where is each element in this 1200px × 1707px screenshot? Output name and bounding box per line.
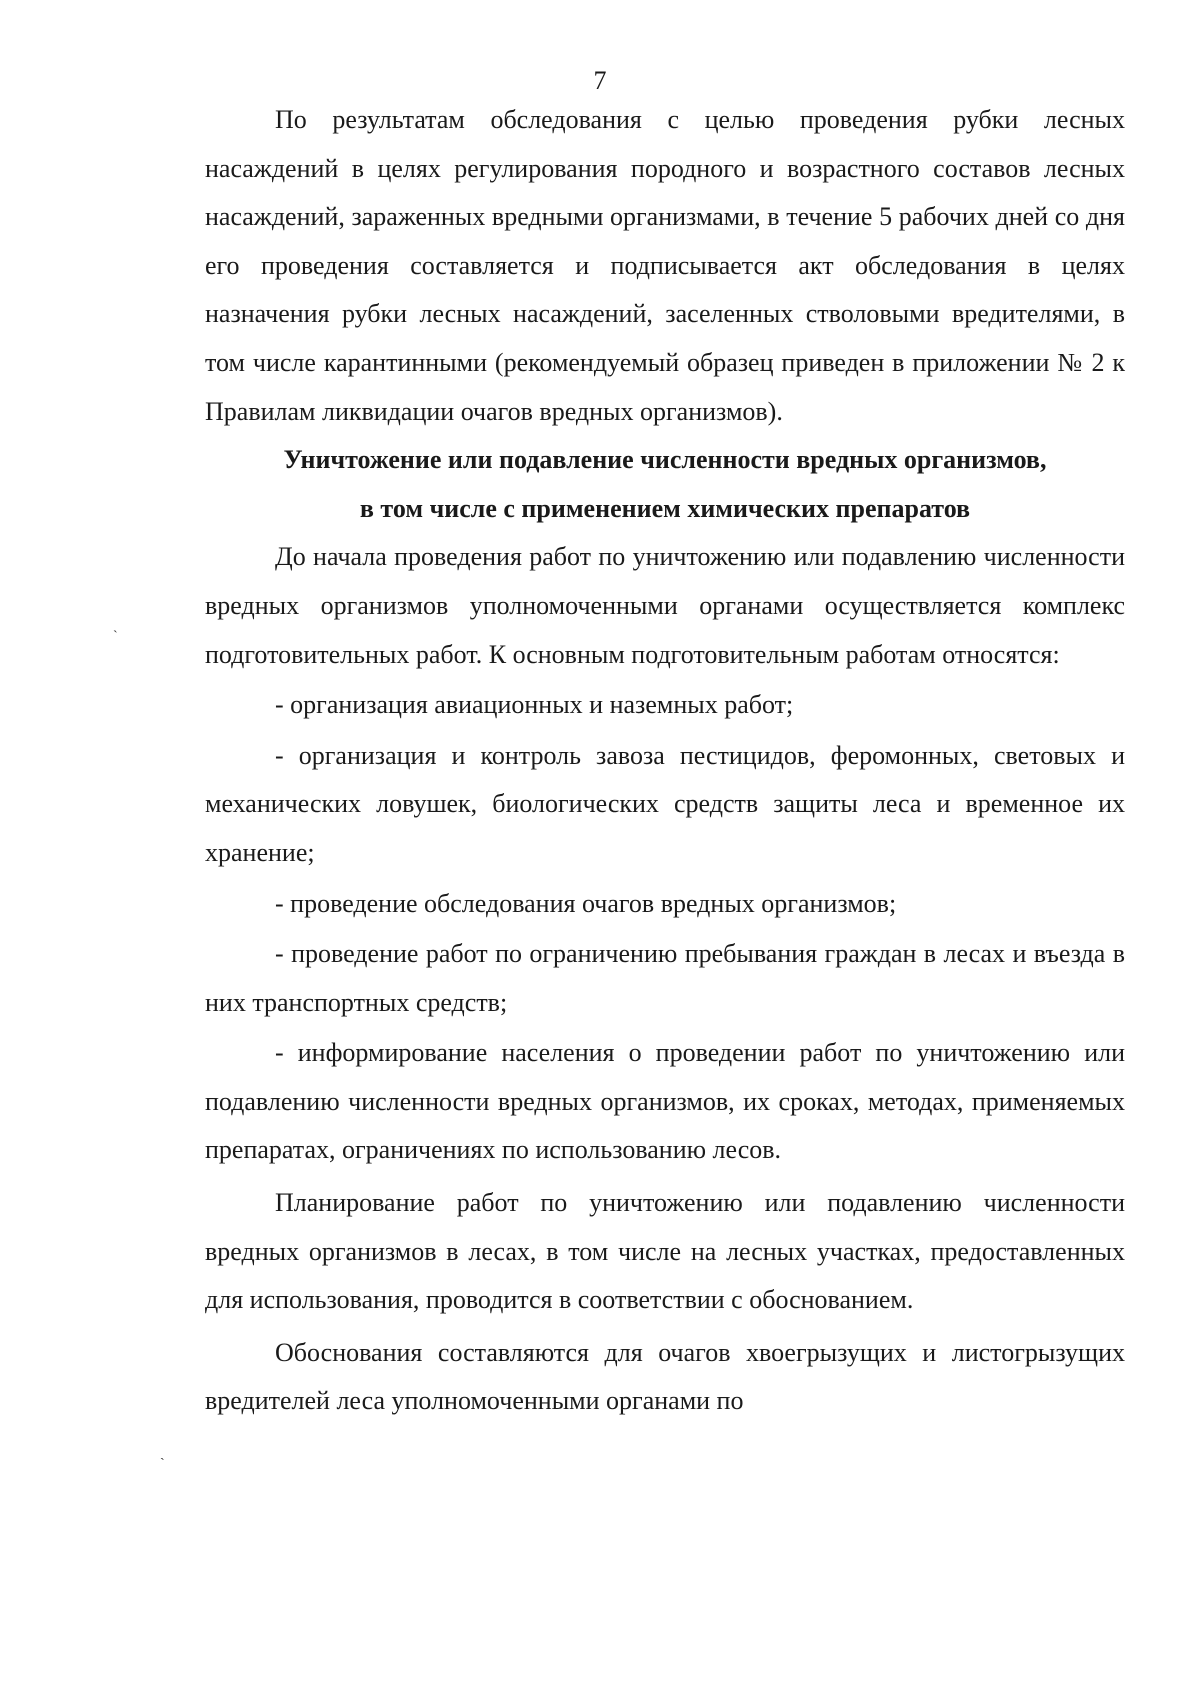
paragraph-justifications: Обоснования составляются для очагов хвоегрызущих и листогрызущих вредителей леса уполномоченными органами по — [205, 1337, 1125, 1416]
scan-speck: ˎ — [160, 1446, 165, 1461]
list-item: - организация авиационных и наземных работ; — [275, 690, 794, 720]
section-heading-line-2: в том числе с применением химических препаратов — [359, 493, 971, 523]
list-item: - организация и контроль завоза пестицидов, феромонных, световых и механических ловушек, биологических средств защиты леса и временное их хранение; — [205, 740, 1125, 867]
paragraph-planning: Планирование работ по уничтожению или подавлению численности вредных организмов в лесах, в том числе на лесных участках, предоставленных для использования, проводится в соответствии с обоснованием. — [205, 1188, 1125, 1315]
document-body — [205, 96, 1125, 1426]
paragraph-survey-act: По результатам обследования с целью проведения рубки лесных насаждений в целях регулирования породного и возрастного составов лесных насаждений, зараженных вредными организмами, в течение 5 рабочих дней со дня его проведения составляется и подписывается акт обследования в целях назначения рубки лесных насаждений, заселенных стволовыми вредителями, в том числе карантинными (рекомендуемый образец приведен в приложении № 2 к Правилам ликвидации очагов вредных организмов). — [205, 105, 1125, 426]
paragraph-preparatory-works: До начала проведения работ по уничтожению или подавлению численности вредных организмов уполномоченными органами осуществляется комплекс подготовительных работ. К основным подготовительным работам относятся: — [205, 542, 1125, 669]
list-item: - информирование населения о проведении работ по уничтожению или подавлению численности вредных организмов, их сроках, методах, применяемых препаратах, ограничениях по использованию лесов. — [205, 1038, 1125, 1165]
scan-speck: ˋ — [113, 629, 118, 644]
section-heading-line-1: Уничтожение или подавление численности вредных организмов, — [283, 445, 1047, 475]
list-item: - проведение обследования очагов вредных организмов; — [275, 888, 897, 918]
page-number: 7 — [593, 66, 607, 95]
list-item: - проведение работ по ограничению пребывания граждан в лесах и въезда в них транспортных средств; — [205, 939, 1125, 1017]
